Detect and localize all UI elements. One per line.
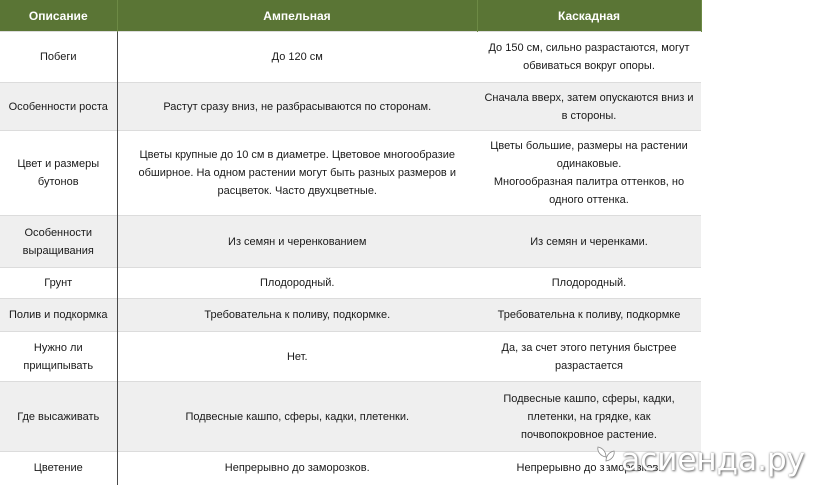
header-cascade: Каскадная — [477, 0, 701, 32]
row-label-cell — [0, 452, 117, 485]
row-label-cell — [0, 216, 117, 268]
header-row — [0, 0, 701, 32]
cascade-cell — [477, 83, 701, 131]
header-ampel: Ампельная — [117, 0, 477, 32]
cell-text-line: Подвесные кашпо, сферы, кадки, — [503, 392, 675, 405]
table-row — [0, 332, 701, 382]
ampel-cell — [117, 83, 477, 131]
cell-text-line: Непрерывно до заморозков. — [224, 462, 370, 475]
cell-text-line: разрастается — [554, 359, 624, 372]
cell-text-line: Непрерывно до заморозков. — [516, 462, 662, 475]
row-label-cell — [0, 83, 117, 131]
cell-text-line: Особенности роста — [8, 100, 108, 113]
ampel-cell — [117, 452, 477, 485]
cascade-cell — [477, 299, 701, 332]
cell-text-line: Растут сразу вниз, не разбрасываются по сторонам. — [163, 100, 432, 113]
row-label-cell — [0, 382, 117, 452]
table-row — [0, 32, 701, 83]
cell-text-line: Нужно ли — [33, 341, 83, 354]
cascade-cell — [477, 32, 701, 83]
row-label-cell — [0, 268, 117, 299]
table-row — [0, 83, 701, 131]
ampel-cell — [117, 332, 477, 382]
cell-text-line: почвопокровное растение. — [521, 428, 657, 441]
ampel-cell — [117, 32, 477, 83]
cell-text-line: Сначала вверх, затем опускаются вниз и — [484, 91, 694, 104]
cell-text-line: Требовательна к поливу, подкормке — [497, 309, 681, 321]
cell-text-line: Требовательна к поливу, подкормке. — [204, 309, 391, 321]
cell-text-line: Цветение — [33, 462, 83, 475]
cell-text-line: Полив и подкормка — [8, 309, 108, 321]
cell-text-line: прищипывать — [23, 359, 94, 372]
cell-text-line: Да, за счет этого петуния быстрее — [501, 341, 677, 354]
cell-text-line: Где высаживать — [17, 410, 100, 423]
ampel-cell — [117, 382, 477, 452]
table-row — [0, 268, 701, 299]
cell-text-line: Нет. — [286, 350, 308, 363]
cell-text-line: До 150 см, сильно разрастаются, могут — [488, 42, 690, 54]
cell-text-line: бутонов — [37, 176, 79, 188]
cell-text-line: Плодородный. — [260, 277, 335, 289]
cell-text-line: Особенности — [24, 226, 93, 239]
cell-text-line: обвиваться вокруг опоры. — [523, 60, 655, 72]
cell-text-line: Грунт — [44, 277, 73, 289]
cell-text-line: Из семян и черенками. — [530, 235, 648, 248]
cascade-cell — [477, 131, 701, 216]
cell-text-line: Цвет и размеры — [17, 158, 100, 170]
watermark-text: асиенда.ру — [621, 442, 805, 478]
table-row — [0, 299, 701, 332]
site-watermark — [593, 442, 805, 478]
row-label-cell — [0, 332, 117, 382]
cell-text-line: Цветы крупные до 10 см в диаметре. Цветовое многообразие — [139, 149, 455, 161]
cell-text-line: выращивания — [22, 244, 94, 257]
cascade-cell — [477, 268, 701, 299]
cell-text-line: Из семян и черенкованием — [228, 235, 367, 248]
table-row — [0, 131, 701, 216]
row-label-cell — [0, 32, 117, 83]
cell-text-line: плетенки, на грядке, как — [527, 410, 651, 423]
header-description: Описание — [0, 0, 117, 32]
cell-text-line: в стороны. — [561, 109, 617, 122]
cascade-cell — [477, 382, 701, 452]
cascade-cell — [477, 332, 701, 382]
table-header — [0, 0, 701, 32]
table-row — [0, 382, 701, 452]
cascade-cell — [477, 216, 701, 268]
cell-text-line: расцветок. Часто двухцветные. — [217, 185, 377, 197]
row-label-cell — [0, 299, 117, 332]
cell-text-line: Цветы большие, размеры на растении — [490, 140, 688, 152]
cell-text-line: одного оттенка. — [549, 194, 629, 206]
row-label-cell — [0, 131, 117, 216]
ampel-cell — [117, 216, 477, 268]
ampel-cell — [117, 131, 477, 216]
cell-text-line: одинаковые. — [556, 158, 622, 170]
cell-text-line: До 120 см — [271, 51, 323, 63]
cell-text-line: Подвесные кашпо, сферы, кадки, плетенки. — [185, 410, 410, 423]
plant-logo-icon — [593, 445, 619, 475]
cell-text-line: обширное. На одном растении могут быть разных размеров и — [138, 167, 456, 179]
cell-text-line: Побеги — [40, 51, 77, 63]
ampel-cell — [117, 268, 477, 299]
cell-text-line: Плодородный. — [551, 277, 627, 289]
ampel-cell — [117, 299, 477, 332]
cell-text-line: Многообразная палитра оттенков, но — [493, 176, 685, 188]
table-row — [0, 216, 701, 268]
table-body — [0, 32, 701, 485]
